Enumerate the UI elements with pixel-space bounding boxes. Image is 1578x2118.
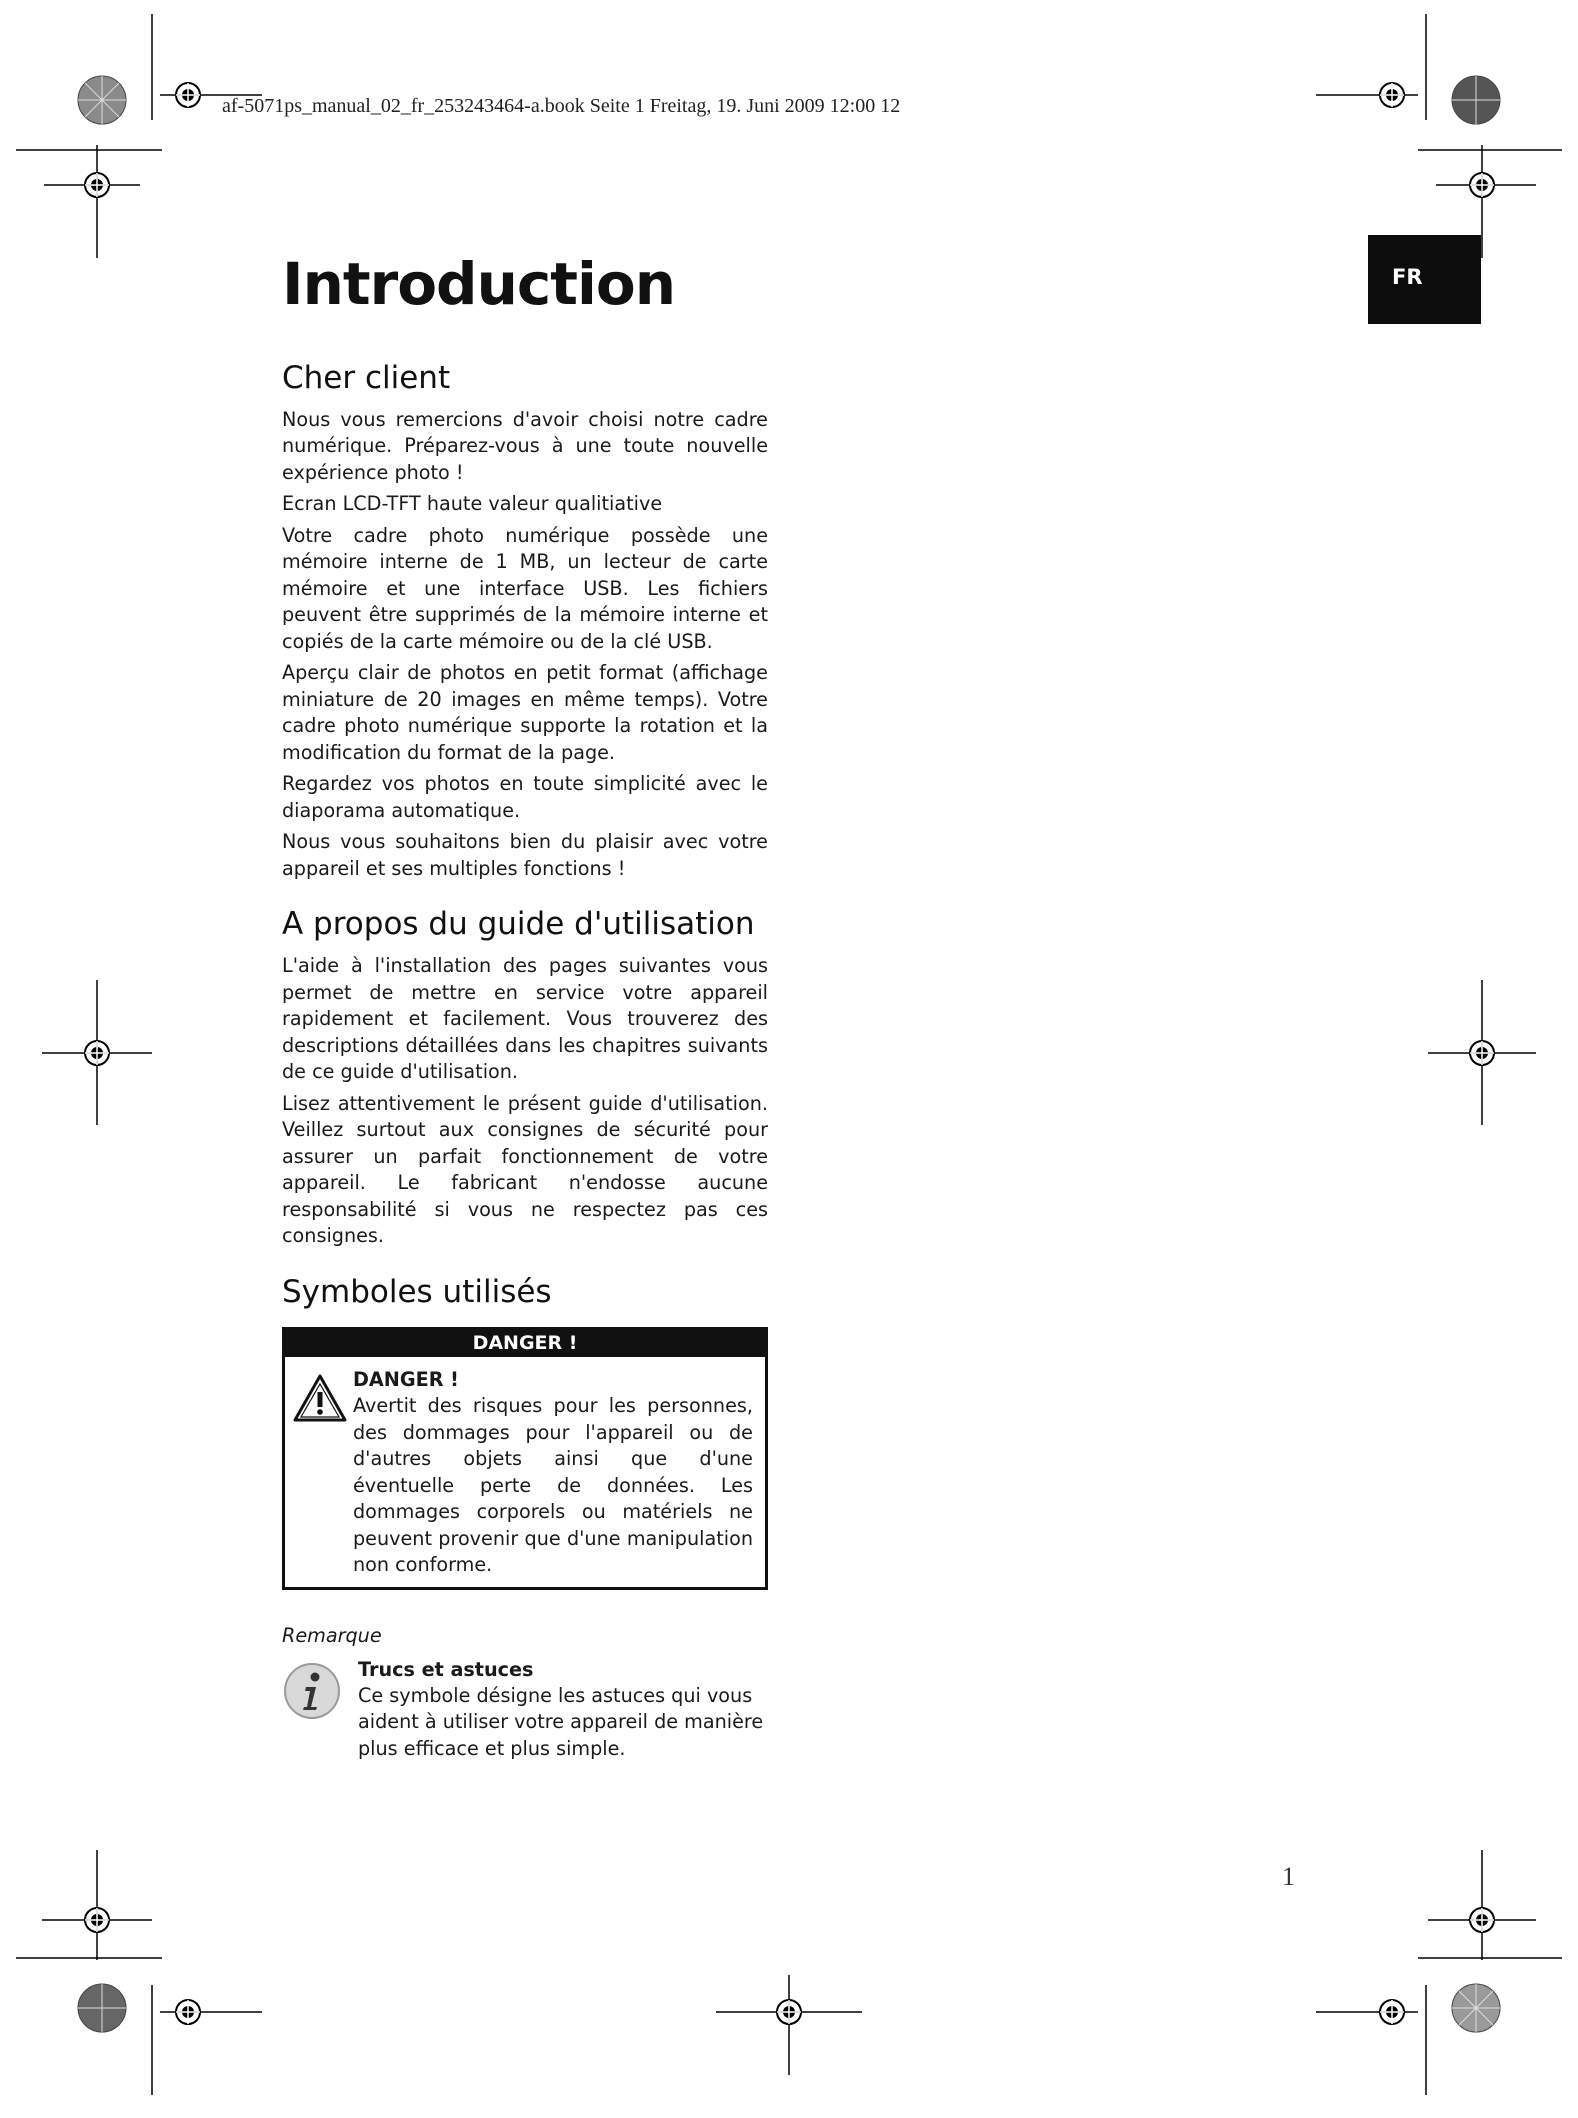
info-icon bbox=[282, 1657, 358, 1763]
language-tab: FR bbox=[1368, 235, 1481, 324]
tip-block bbox=[282, 1657, 768, 1763]
print-file-header: af-5071ps_manual_02_fr_253243464-a.book Seite 1 Freitag, 19. Juni 2009 12:00 12 bbox=[222, 95, 901, 117]
main-content bbox=[282, 250, 768, 1762]
paragraph: L'aide à l'installation des pages suivantes vous permet de mettre en service votre appareil rapidement et facilement. Vous trouverez des descriptions détaillées dans les chapitres suivants de ce guide d'utilisation. bbox=[282, 954, 768, 1084]
page-title: Introduction bbox=[282, 250, 675, 318]
paragraph: Lisez attentivement le présent guide d'utilisation. Veillez surtout aux consignes de sécurité pour assurer un parfait fonctionnement de votre appareil. Le fabricant n'endosse aucune responsabilité si vous ne respectez pas ces consignes. bbox=[282, 1091, 768, 1248]
warning-triangle-icon bbox=[293, 1367, 353, 1579]
paragraph: Aperçu clair de photos en petit format (affichage miniature de 20 images en même temps). Votre cadre photo numérique supporte la rotation et la modification du format de la page. bbox=[282, 661, 768, 764]
danger-bar: DANGER ! bbox=[285, 1330, 765, 1357]
guide-text bbox=[282, 953, 768, 1250]
tip-title: Trucs et astuces bbox=[358, 1657, 534, 1681]
dear-client-text bbox=[282, 407, 768, 883]
remark-label: Remarque bbox=[282, 1623, 382, 1647]
paragraph: Ecran LCD-TFT haute valeur qualitiative bbox=[282, 492, 663, 516]
danger-text: Avertit des risques pour les personnes, des dommages pour l'appareil ou de d'autres objets ainsi que d'une éventuelle perte de données. Les dommages corporels ou matériels ne peuvent provenir que d'une manipulation non conforme. bbox=[353, 1394, 753, 1577]
danger-title: DANGER ! bbox=[353, 1368, 459, 1392]
heading-dear-client: Cher client bbox=[282, 359, 451, 396]
paragraph: Nous vous souhaitons bien du plaisir avec votre appareil et ses multiples fonctions ! bbox=[282, 830, 768, 880]
page-number: 1 bbox=[1282, 1862, 1295, 1891]
paragraph: Votre cadre photo numérique possède une mémoire interne de 1 MB, un lecteur de carte mémoire et une interface USB. Les fichiers peuvent être supprimés de la mémoire interne et copiés de la carte mémoire ou de la clé USB. bbox=[282, 523, 768, 653]
paragraph: Nous vous remercions d'avoir choisi notre cadre numérique. Préparez-vous à une toute nouvelle expérience photo ! bbox=[282, 407, 768, 484]
heading-guide: A propos du guide d'utilisation bbox=[282, 906, 755, 943]
heading-symbols: Symboles utilisés bbox=[282, 1273, 552, 1310]
danger-box bbox=[282, 1327, 768, 1590]
tip-text: Ce symbole désigne les astuces qui vous aident à utiliser votre appareil de manière plus efficace et plus simple. bbox=[358, 1683, 764, 1760]
paragraph: Regardez vos photos en toute simplicité avec le diaporama automatique. bbox=[282, 772, 768, 822]
